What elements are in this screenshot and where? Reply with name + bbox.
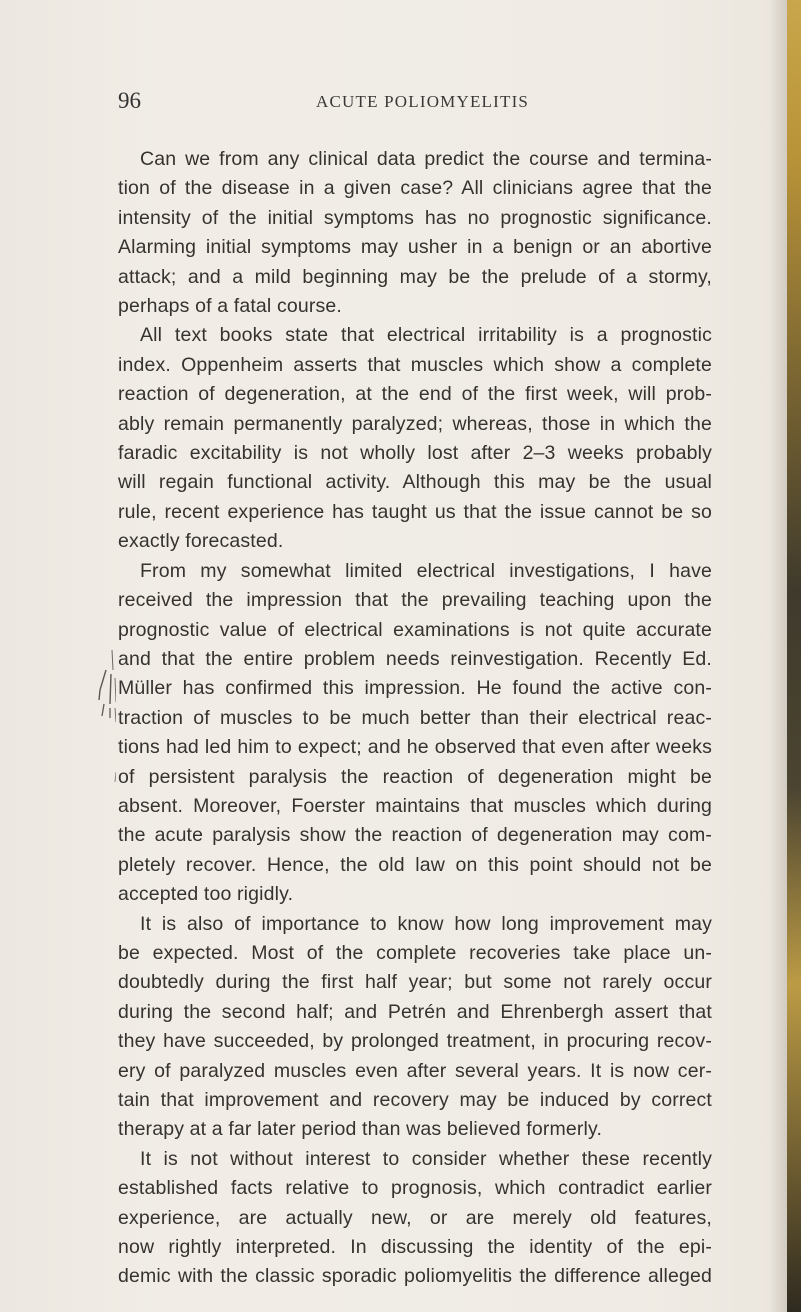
text-line: It is not without interest to consider whether these recently	[140, 1147, 712, 1170]
text-line: the acute paralysis show the reaction of degeneration may com-	[118, 824, 712, 847]
text-line: will regain functional activity. Although this may be the usual	[118, 471, 712, 494]
text-line: index. Oppenheim asserts that muscles which show a complete	[118, 353, 712, 376]
text-line: Alarming initial symptoms may usher in a benign or an abortive	[118, 236, 712, 259]
text-line: absent. Moreover, Foerster maintains that muscles which during	[118, 794, 712, 817]
text-line: traction of muscles to be much better than their electrical reac-	[118, 706, 712, 729]
text-line: intensity of the initial symptoms has no prognostic significance.	[118, 206, 712, 229]
text-line: doubtedly during the first half year; but some not rarely occur	[118, 971, 712, 994]
text-line: of persistent paralysis the reaction of degeneration might be	[118, 765, 712, 788]
text-line: perhaps of a fatal course.	[118, 295, 342, 318]
text-line: Müller has confirmed this impression. He found the active con-	[118, 677, 712, 700]
text-line: attack; and a mild beginning may be the prelude of a stormy,	[118, 265, 712, 288]
text-line: and that the entire problem needs reinvestigation. Recently Ed.	[118, 647, 712, 670]
text-line: tain that improvement and recovery may be induced by correct	[118, 1089, 712, 1111]
text-line: ably remain permanently paralyzed; whereas, those in which the	[118, 412, 712, 435]
text-line: It is also of importance to know how long improvement may	[140, 912, 712, 935]
text-line: prognostic value of electrical examinations is not quite accurate	[118, 618, 712, 641]
text-line: reaction of degeneration, at the end of the first week, will prob-	[118, 383, 712, 406]
page-header	[118, 86, 715, 122]
page-edge-shadow	[769, 0, 787, 1312]
running-head: ACUTE POLIOMYELITIS	[316, 92, 530, 111]
margin-pencil-mark	[82, 650, 116, 790]
text-line: rule, recent experience has taught us that the issue cannot be so	[118, 500, 712, 523]
text-line: From my somewhat limited electrical investigations, I have	[140, 559, 712, 582]
text-line: now rightly interpreted. In discussing the identity of the epi-	[118, 1236, 712, 1259]
text-line: be expected. Most of the complete recoveries take place un-	[118, 941, 712, 964]
text-line: pletely recover. Hence, the old law on this point should not be	[118, 853, 712, 876]
book-binding-edge	[787, 0, 801, 1312]
text-line: received the impression that the prevailing teaching upon the	[118, 589, 712, 612]
text-line: during the second half; and Petrén and Ehrenbergh assert that	[118, 1000, 712, 1023]
text-line: they have succeeded, by prolonged treatment, in procuring recov-	[118, 1030, 712, 1053]
text-line: established facts relative to prognosis, which contradict earlier	[118, 1177, 712, 1200]
text-line: Can we from any clinical data predict the course and termina-	[140, 148, 712, 170]
text-line: therapy at a far later period than was believed formerly.	[118, 1118, 603, 1141]
text-line: ery of paralyzed muscles even after several years. It is now cer-	[118, 1059, 712, 1082]
text-line: demic with the classic sporadic poliomyelitis the difference alleged	[118, 1265, 712, 1288]
text-line: faradic excitability is not wholly lost after 2–3 weeks probably	[118, 442, 712, 465]
text-line: experience, are actually new, or are merely old features,	[118, 1206, 712, 1229]
body-text	[118, 145, 712, 1292]
text-line: tion of the disease in a given case? All clinicians agree that the	[118, 177, 712, 200]
page-number: 96	[118, 88, 141, 113]
text-line: exactly forecasted.	[118, 530, 284, 553]
text-line: tions had led him to expect; and he observed that even after weeks	[118, 736, 712, 759]
text-line: accepted too rigidly.	[118, 883, 294, 906]
text-line: All text books state that electrical irritability is a prognostic	[140, 324, 712, 347]
